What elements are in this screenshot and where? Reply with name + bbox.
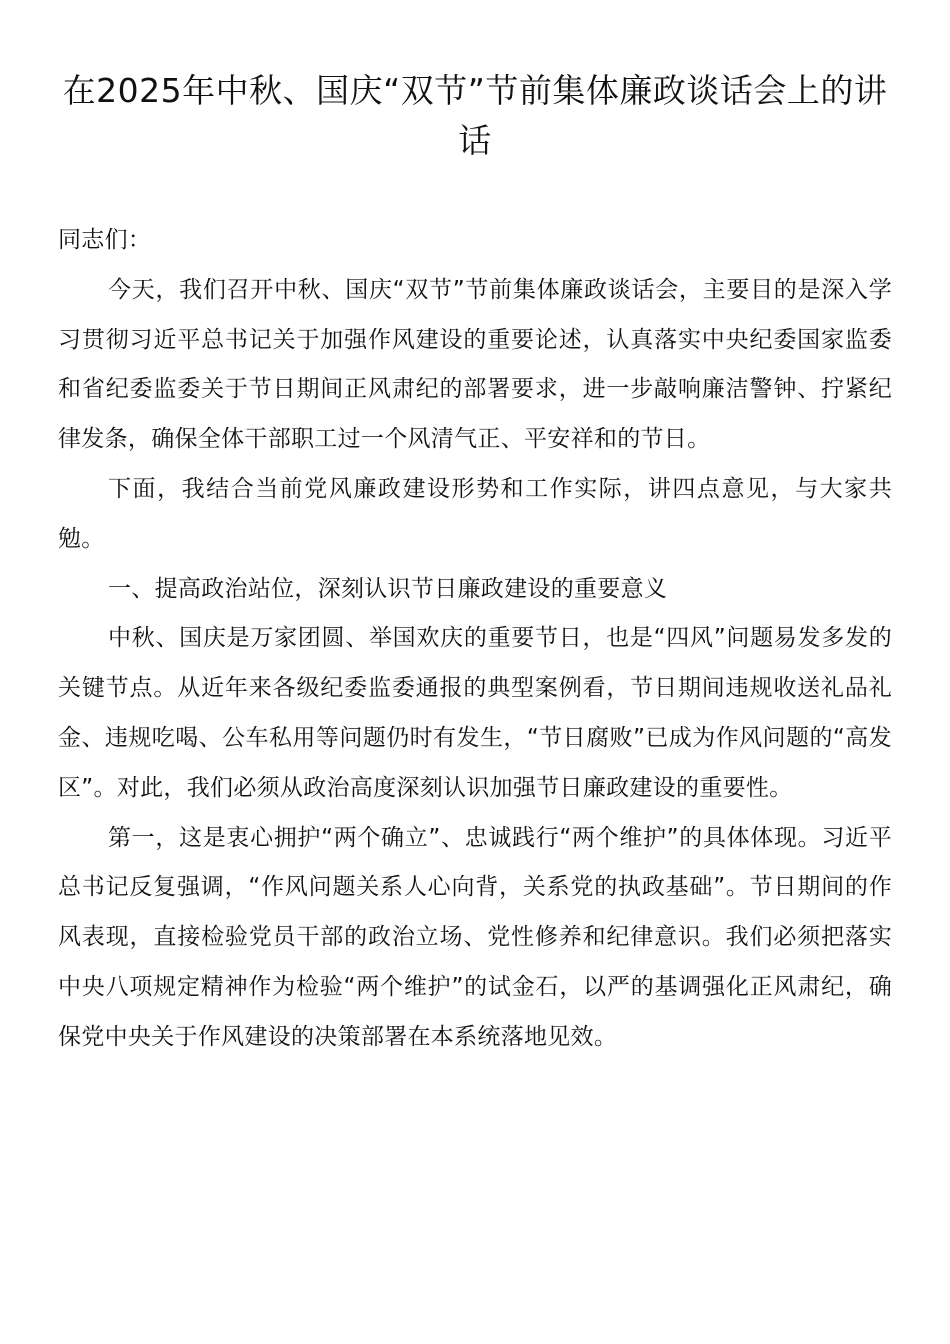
section-heading-1: 一、提高政治站位，深刻认识节日廉政建设的重要意义 bbox=[108, 575, 668, 602]
paragraph-overview: 下面，我结合当前党风廉政建设形势和工作实际，讲四点意见，与大家共勉。 bbox=[58, 475, 892, 552]
document-title: 在2025年中秋、国庆“双节”节前集体廉政谈话会上的讲话 bbox=[62, 71, 888, 160]
paragraph-intro: 今天，我们召开中秋、国庆“双节”节前集体廉政谈话会，主要目的是深入学习贯彻习近平总书记关于加强作风建设的重要论述，认真落实中央纪委国家监委和省纪委监委关于节日期间正风肃纪的部署要求，进一步敲响廉洁警钟、拧紧纪律发条，确保全体干部职工过一个风清气正、平安祥和的节日。 bbox=[58, 276, 892, 453]
salutation: 同志们： bbox=[58, 227, 152, 253]
paragraph-section-1-intro: 中秋、国庆是万家团圆、举国欢庆的重要节日，也是“四风”问题易发多发的关键节点。从近年来各级纪委监委通报的典型案例看，节日期间违规收送礼品礼金、违规吃喝、公车私用等问题仍时有发生，“节日腐败”已成为作风问题的“高发区”。对此，我们必须从政治高度深刻认识加强节日廉政建设的重要性。 bbox=[58, 625, 892, 801]
document-body bbox=[58, 216, 892, 1063]
paragraph-point-1: 第一，这是衷心拥护“两个确立”、忠诚践行“两个维护”的具体体现。习近平总书记反复强调，“作风问题关系人心向背，关系党的执政基础”。节日期间的作风表现，直接检验党员干部的政治立场、党性修养和纪律意识。我们必须把落实中央八项规定精神作为检验“两个维护”的试金石，以严的基调强化正风肃纪，确保党中央关于作风建设的决策部署在本系统落地见效。 bbox=[58, 824, 892, 1050]
